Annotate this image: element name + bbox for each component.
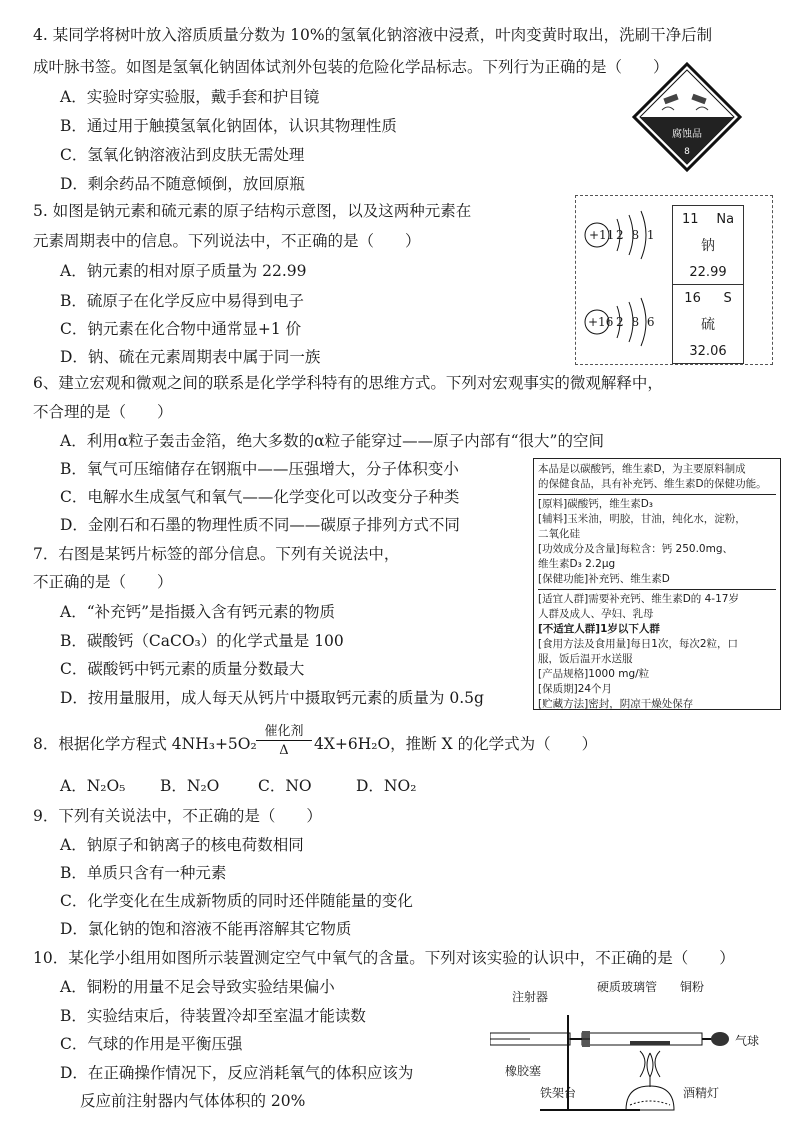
label-balloon: 气球 — [735, 1034, 760, 1048]
label-line: 本品是以碳酸钙，维生素D，为主要原料制成 — [538, 463, 746, 475]
calcium-tablet-label — [533, 458, 781, 710]
q5-option-d: D．钠、硫在元素周期表中属于同一族 — [60, 348, 321, 366]
q9-option-d: D．氯化钠的饱和溶液不能再溶解其它物质 — [60, 920, 352, 938]
q6-option-a: A．利用α粒子轰击金箔，绝大多数的α粒子能穿过——原子内部有“很大”的空间 — [60, 432, 604, 450]
na-nucleus: +11 — [589, 228, 615, 242]
q7-option-d: D．按用量服用，成人每天从钙片中摄取钙元素的质量为 0.5g — [60, 689, 484, 707]
q8-option-d: D．NO₂ — [356, 777, 417, 795]
q6-stem-line2: 不合理的是（ ） — [33, 403, 173, 421]
q7-option-c: C．碳酸钙中钙元素的质量分数最大 — [60, 660, 305, 678]
q8-reaction-arrow — [256, 740, 312, 741]
label-iron-stand: 铁架台 — [540, 1086, 577, 1100]
q5-stem-line2: 元素周期表中的信息。下列说法中，不正确的是（ ） — [33, 232, 421, 250]
q4-stem-line2: 成叶脉书签。如图是氢氧化钠固体试剂外包装的危险化学品标志。下列行为正确的是（ ） — [33, 58, 669, 76]
q10-option-b: B．实验结束后，待装置冷却至室温才能读数 — [60, 1007, 366, 1025]
q8-option-c: C．NO — [258, 777, 312, 795]
q9-stem: 9．下列有关说法中，不正确的是（ ） — [33, 807, 322, 825]
label-stopper: 橡胶塞 — [505, 1064, 542, 1078]
q6-option-b: B．氧气可压缩储存在钢瓶中——压强增大，分子体积变小 — [60, 460, 459, 478]
label-line: 维生素D₃ 2.2μg — [538, 558, 616, 570]
label-line: [贮藏方法]密封，阴凉干燥处保存 — [538, 698, 694, 710]
q7-option-b: B．碳酸钙（CaCO₃）的化学式量是 100 — [60, 632, 344, 650]
q5-option-b: B．硫原子在化学反应中易得到电子 — [60, 292, 304, 310]
corrosive-hazard-icon — [632, 62, 742, 172]
hazard-label: 腐蚀品 — [672, 129, 702, 140]
label-line: [产品规格]1000 mg/粒 — [538, 668, 650, 680]
q7-stem-line2: 不正确的是（ ） — [33, 573, 173, 591]
label-alcohol-lamp: 酒精灯 — [683, 1086, 720, 1100]
q6-option-c: C．电解水生成氢气和氧气——化学变化可以改变分子种类 — [60, 488, 460, 506]
q8-option-b: B．N₂O — [160, 777, 220, 795]
q8-stem-pre: 8．根据化学方程式 4NH₃+5O₂ — [33, 735, 257, 753]
label-line: 人群及成人、孕妇、乳母 — [538, 608, 654, 620]
label-line: 的保健食品，具有补充钙、维生素D的保健功能。 — [538, 478, 767, 490]
q7-option-a: A．“补充钙”是指摄入含有钙元素的物质 — [60, 603, 336, 621]
label-line: [功效成分及含量]每粒含：钙 250.0mg、 — [538, 543, 733, 555]
q10-option-d: D．在正确操作情况下，反应消耗氧气的体积应该为 — [60, 1064, 414, 1082]
na-shells: 2 8 1 — [616, 228, 657, 242]
q8-catalyst: 催化剂 — [264, 724, 304, 739]
q10-stem: 10．某化学小组用如图所示装置测定空气中氧气的含量。下列对该实验的认识中，不正确的是（ ） — [33, 949, 735, 967]
label-line: [不适宜人群]1岁以下人群 — [538, 623, 660, 635]
label-line: 服，饭后温开水送服 — [538, 653, 633, 665]
hazard-class: 8 — [684, 147, 690, 157]
label-line: [辅料]玉米油，明胶，甘油，纯化水，淀粉， — [538, 513, 746, 525]
q9-option-c: C．化学变化在生成新物质的同时还伴随能量的变化 — [60, 892, 413, 910]
s-symbol: S — [723, 291, 732, 306]
s-nucleus: +16 — [588, 315, 614, 329]
label-line: 二氧化硅 — [538, 528, 580, 540]
s-shells: 2 8 6 — [616, 315, 657, 329]
q10-option-a: A．铜粉的用量不足会导致实验结果偏小 — [60, 978, 335, 996]
q5-stem-line1: 5. 如图是钠元素和硫元素的原子结构示意图，以及这两种元素在 — [33, 202, 472, 220]
q4-option-c: C．氢氧化钠溶液沾到皮肤无需处理 — [60, 146, 305, 164]
label-line: [保质期]24个月 — [538, 683, 613, 695]
na-mass: 22.99 — [689, 265, 727, 280]
label-line: [保健功能]补充钙、维生素D — [538, 573, 670, 585]
q4-option-d: D．剩余药品不随意倾倒，放回原瓶 — [60, 175, 305, 193]
q9-option-a: A．钠原子和钠离子的核电荷数相同 — [60, 836, 304, 854]
q6-option-d: D．金刚石和石墨的物理性质不同——碳原子排列方式不同 — [60, 516, 460, 534]
q7-stem-line1: 7．右图是某钙片标签的部分信息。下列有关说法中， — [33, 545, 400, 563]
na-name: 钠 — [701, 238, 715, 254]
q4-option-b: B．通过用于触摸氢氧化钠固体，认识其物理性质 — [60, 117, 397, 135]
q8-heat: Δ — [279, 743, 289, 758]
q5-option-c: C．钠元素在化合物中通常显+1 价 — [60, 320, 302, 338]
label-glass-tube: 硬质玻璃管 — [597, 980, 658, 994]
label-line: [食用方法及食用量]每日1次，每次2粒，口 — [538, 638, 739, 650]
s-name: 硫 — [701, 317, 715, 333]
q4-option-a: A．实验时穿实验服，戴手套和护目镜 — [60, 88, 320, 106]
label-line: [适宜人群]需要补充钙、维生素D的 4-17岁 — [538, 593, 739, 605]
q8-stem-post: 4X+6H₂O，推断 X 的化学式为（ ） — [314, 735, 598, 753]
s-element-card — [672, 284, 744, 364]
q8-option-a: A．N₂O₅ — [60, 777, 126, 795]
na-element-card — [672, 205, 744, 285]
na-symbol: Na — [716, 212, 735, 227]
label-syringe: 注射器 — [512, 990, 549, 1004]
oxygen-apparatus-diagram — [490, 995, 770, 1115]
q9-option-b: B．单质只含有一种元素 — [60, 864, 227, 882]
q4-stem-line1: 4. 某同学将树叶放入溶质质量分数为 10%的氢氧化钠溶液中浸煮，叶肉变黄时取出，洗刷干净后制 — [33, 26, 713, 44]
q6-stem-line1: 6、建立宏观和微观之间的联系是化学学科特有的思维方式。下列对宏观事实的微观解释中， — [33, 374, 663, 392]
q10-option-c: C．气球的作用是平衡压强 — [60, 1035, 243, 1053]
s-atomic-number: 16 — [684, 291, 701, 306]
q10-option-d-cont: 反应前注射器内气体体积的 20% — [80, 1092, 306, 1110]
label-line: [原料]碳酸钙，维生素D₃ — [538, 498, 653, 510]
q5-option-a: A．钠元素的相对原子质量为 22.99 — [60, 262, 307, 280]
s-mass: 32.06 — [689, 344, 727, 359]
label-copper-powder: 铜粉 — [680, 980, 705, 994]
na-atomic-number: 11 — [681, 212, 699, 227]
